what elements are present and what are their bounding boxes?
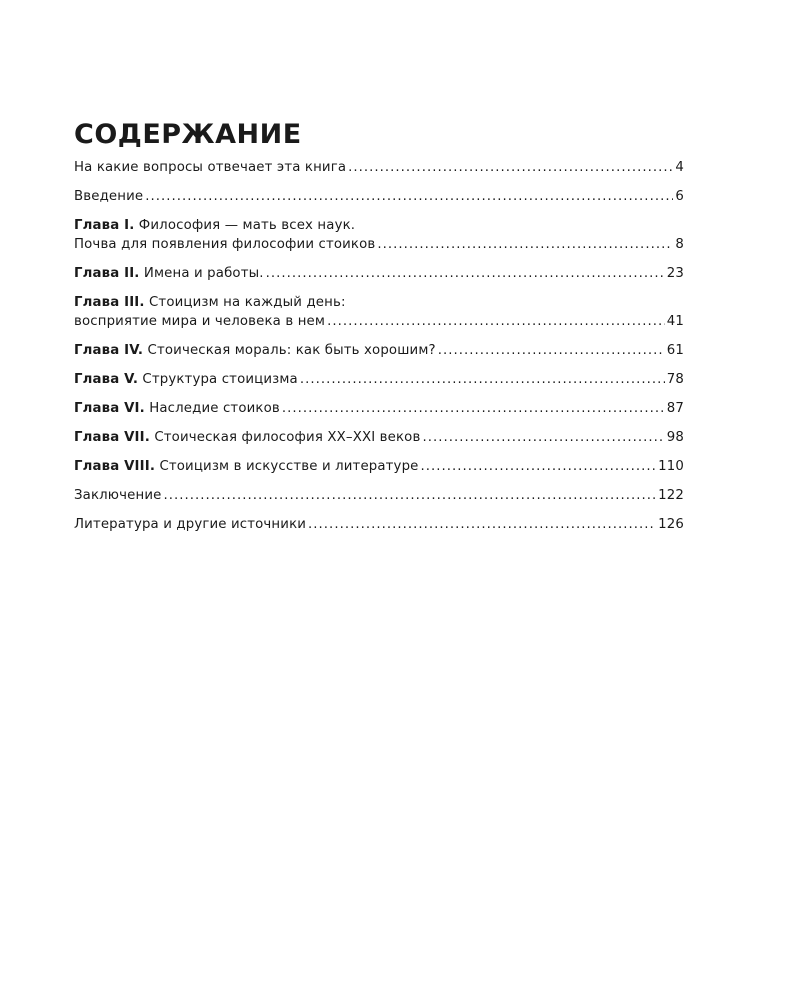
toc-entry [74, 187, 684, 206]
chapter-label: Глава V. [74, 372, 139, 387]
toc-entry [74, 216, 684, 254]
toc-entry-line [74, 187, 684, 206]
page-number: 4 [675, 160, 684, 175]
toc-entry-title: Введение [74, 189, 144, 204]
toc-entry [74, 158, 684, 177]
chapter-label: Глава VII. [74, 430, 150, 445]
toc-entry-text [74, 457, 419, 476]
page-number: 23 [666, 266, 684, 281]
toc-entry [74, 341, 684, 360]
toc-entry-text [74, 264, 264, 283]
toc-entry [74, 486, 684, 505]
toc-entry-text [74, 312, 325, 331]
page-number: 78 [666, 372, 684, 387]
toc-entry-line [74, 399, 684, 418]
toc-entry-title: Литература и другие источники [74, 517, 307, 532]
toc-entry-text [74, 235, 375, 254]
toc-entry [74, 399, 684, 418]
page-number: 87 [666, 401, 684, 416]
toc-entry [74, 457, 684, 476]
toc-entry-first-line [74, 293, 684, 312]
toc-entry-line [74, 428, 684, 447]
toc-entry [74, 428, 684, 447]
toc-entry [74, 264, 684, 283]
toc-entry-text [74, 341, 436, 360]
toc-entry-title-part: Стоицизм на каждый день: [149, 295, 346, 310]
dot-leader [266, 264, 665, 283]
page-number: 110 [658, 459, 684, 474]
toc-entry-line [74, 312, 684, 331]
toc-entry-title: Структура стоицизма [142, 372, 298, 387]
toc-entry-title: Стоическая философия XX–XXI веков [154, 430, 421, 445]
chapter-label: Глава I. [74, 218, 135, 233]
toc-entry-title: Заключение [74, 488, 162, 503]
toc-entry-line [74, 264, 684, 283]
toc-entry-text [74, 399, 280, 418]
toc-entry-title: Стоицизм в искусстве и литературе [159, 459, 419, 474]
chapter-label: Глава II. [74, 266, 140, 281]
toc-entry-title: Стоическая мораль: как быть хорошим? [147, 343, 436, 358]
page-number: 6 [675, 189, 684, 204]
chapter-label: Глава VI. [74, 401, 145, 416]
toc-entry-title: Имена и работы. [143, 266, 264, 281]
toc-entry-line [74, 158, 684, 177]
chapter-label: Глава III. [74, 295, 145, 310]
dot-leader [145, 187, 673, 206]
dot-leader [300, 370, 665, 389]
toc-entry-line [74, 341, 684, 360]
toc-entry-text [74, 486, 161, 505]
page-number: 8 [675, 237, 684, 252]
page-number: 122 [658, 488, 684, 503]
page-title: СОДЕРЖАНИЕ [74, 119, 302, 150]
toc-entry-title: На какие вопросы отвечает эта книга [74, 160, 347, 175]
toc-entry [74, 293, 684, 331]
toc-list [74, 158, 684, 534]
toc-entry-first-line [74, 216, 684, 235]
toc-entry-title-part: Философия — мать всех наук. [138, 218, 356, 233]
toc-entry [74, 515, 684, 534]
toc-entry-line [74, 370, 684, 389]
toc-entry-text [74, 515, 306, 534]
dot-leader [377, 235, 673, 254]
chapter-label: Глава IV. [74, 343, 144, 358]
dot-leader [282, 399, 665, 418]
table-of-contents [74, 118, 684, 544]
toc-entry [74, 370, 684, 389]
page-number: 126 [658, 517, 684, 532]
toc-entry-text [74, 187, 143, 206]
dot-leader [348, 158, 673, 177]
dot-leader [308, 515, 656, 534]
chapter-label: Глава VIII. [74, 459, 156, 474]
toc-entry-title: Почва для появления философии стоиков [74, 237, 376, 252]
toc-entry-text [74, 370, 298, 389]
dot-leader [438, 341, 665, 360]
toc-entry-line [74, 486, 684, 505]
page-number: 61 [666, 343, 684, 358]
toc-entry-text [74, 428, 420, 447]
toc-entry-title: восприятие мира и человека в нем [74, 314, 326, 329]
toc-entry-line [74, 457, 684, 476]
dot-leader [327, 312, 665, 331]
toc-entry-title: Наследие стоиков [149, 401, 280, 416]
page-number: 41 [666, 314, 684, 329]
dot-leader [421, 457, 657, 476]
toc-entry-text [74, 158, 346, 177]
dot-leader [422, 428, 664, 447]
page-number: 98 [666, 430, 684, 445]
dot-leader [163, 486, 656, 505]
toc-entry-line [74, 235, 684, 254]
toc-entry-line [74, 515, 684, 534]
